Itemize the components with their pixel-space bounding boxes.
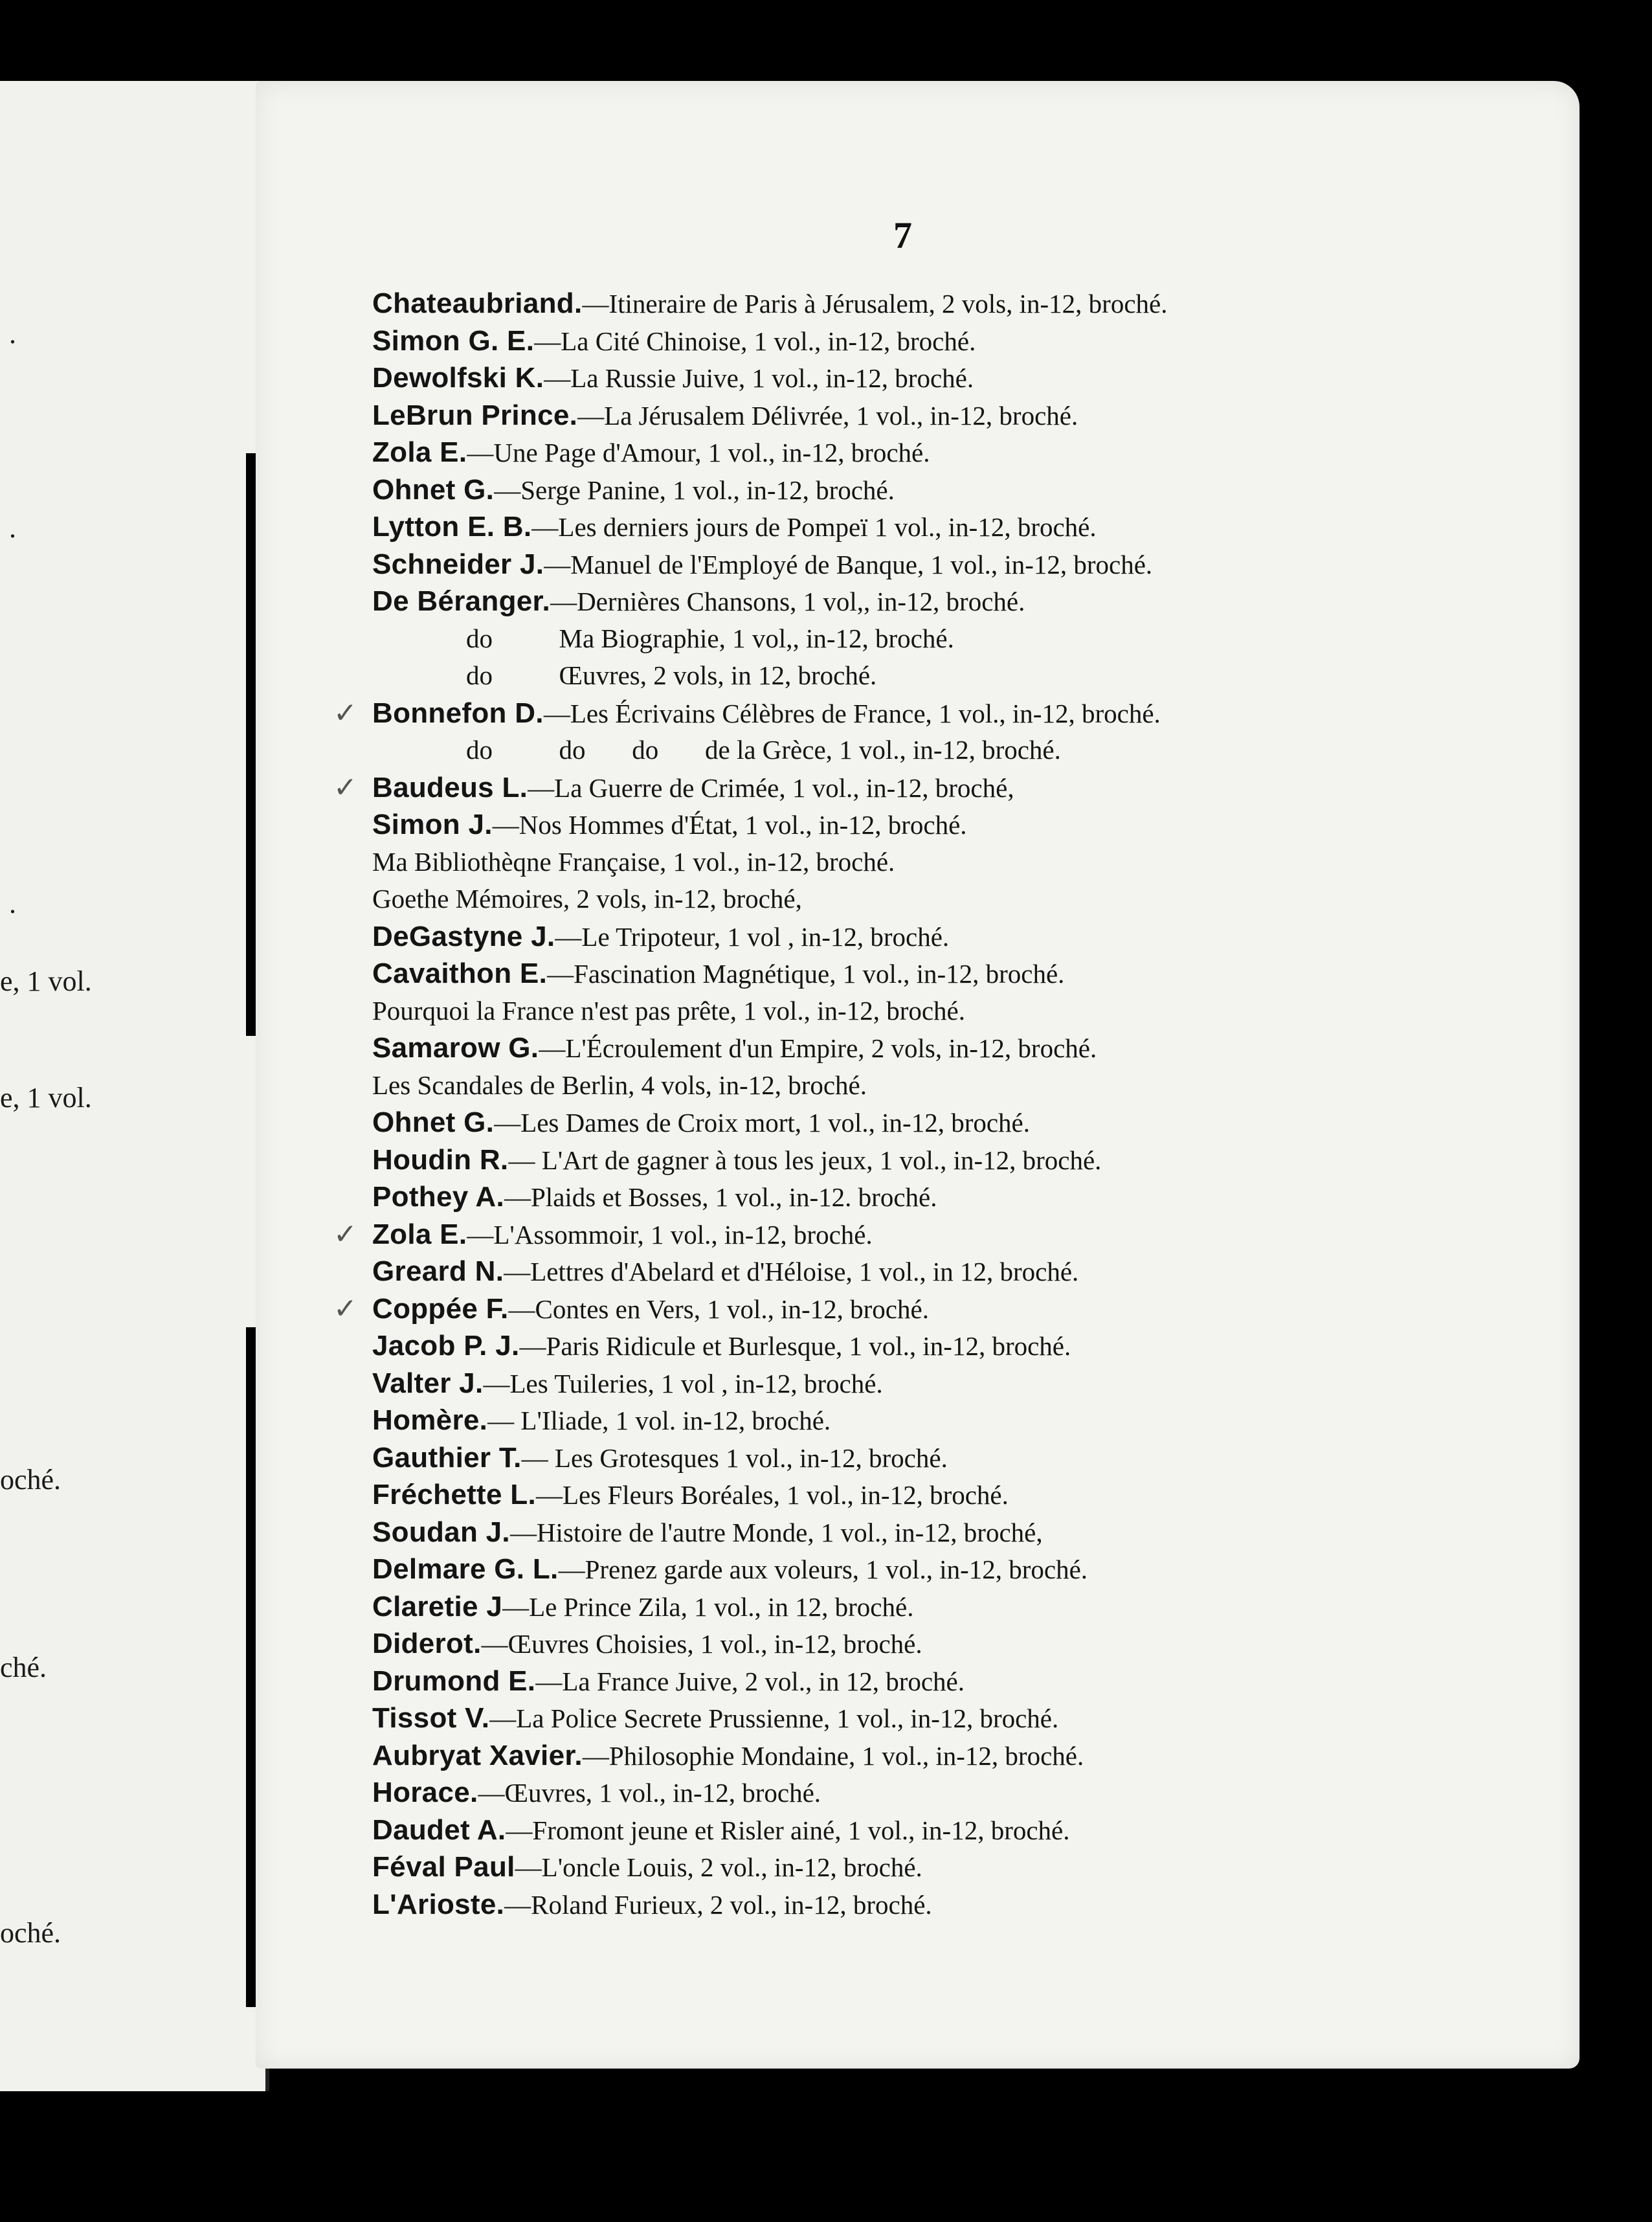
catalog-entry xyxy=(372,471,1550,509)
entry-title: —Roland Furieux, 2 vol., in-12, broché. xyxy=(504,1889,932,1920)
catalog-entry xyxy=(372,955,1550,993)
entry-author: DeGastyne J. xyxy=(372,920,555,952)
catalog-entry xyxy=(372,434,1550,471)
left-page-fragment: e, 1 vol. xyxy=(0,1082,92,1114)
entry-author: Aubryat Xavier. xyxy=(372,1739,583,1771)
left-page-fragment: . xyxy=(9,888,16,919)
catalog-entry xyxy=(372,1812,1550,1849)
entry-title: —Fromont jeune et Risler ainé, 1 vol., in-12, broché. xyxy=(506,1815,1070,1845)
entry-author: L'Arioste. xyxy=(372,1888,505,1920)
entry-title: —La Cité Chinoise, 1 vol., in-12, broché. xyxy=(534,326,976,356)
entry-author: Féval Paul xyxy=(372,1851,515,1883)
catalog-entry xyxy=(372,546,1550,583)
entry-title: —Les Fleurs Boréales, 1 vol., in-12, broché. xyxy=(536,1480,1009,1510)
catalog-entry xyxy=(372,1476,1550,1514)
entry-author: Diderot. xyxy=(372,1628,482,1659)
entry-author: Delmare G. L. xyxy=(372,1553,559,1585)
left-page xyxy=(0,81,269,2091)
left-page-fragment: . xyxy=(9,318,16,350)
catalog-entry xyxy=(372,1514,1550,1551)
catalog-entry xyxy=(372,1439,1550,1477)
book-list xyxy=(333,285,1550,1923)
entry-author: Samarow G. xyxy=(372,1032,539,1064)
catalog-entry xyxy=(372,1029,1550,1067)
entry-title: —Histoire de l'autre Monde, 1 vol., in-12, broché, xyxy=(509,1517,1043,1547)
catalog-entry xyxy=(372,1588,1550,1626)
entry-title: —Philosophie Mondaine, 1 vol., in-12, broché. xyxy=(582,1740,1084,1771)
left-page-fragment: . xyxy=(9,512,16,544)
entry-author: Tissot V. xyxy=(372,1702,490,1734)
check-mark-icon: ✓ xyxy=(333,1217,357,1251)
catalog-entry xyxy=(372,657,1550,695)
entry-title: do do do de la Grèce, 1 vol., in-12, broché. xyxy=(466,735,1061,765)
entry-author: Daudet A. xyxy=(372,1813,506,1846)
entry-author: Drumond E. xyxy=(372,1665,536,1697)
entry-author: Coppée F. xyxy=(372,1292,509,1325)
page-number: 7 xyxy=(893,214,912,256)
entry-title: Ma Bibliothèqne Française, 1 vol., in-12, broché. xyxy=(372,846,895,877)
entry-title: —Les Écrivains Célèbres de France, 1 vol., in-12, broché. xyxy=(543,698,1161,728)
catalog-entry xyxy=(372,1774,1550,1812)
entry-author: Ohnet G. xyxy=(372,473,495,506)
catalog-entry xyxy=(372,397,1550,434)
catalog-entry xyxy=(372,1737,1550,1775)
entry-title: —Le Tripoteur, 1 vol , in-12, broché. xyxy=(555,921,950,952)
entry-author: Dewolfski K. xyxy=(372,362,544,394)
entry-title: do Ma Biographie, 1 vol,, in-12, broché. xyxy=(466,623,954,653)
entry-author: Cavaithon E. xyxy=(372,958,548,989)
catalog-entry xyxy=(372,1625,1550,1663)
entry-title: —Plaids et Bosses, 1 vol., in-12. broché. xyxy=(504,1182,937,1212)
entry-title: — L'Art de gagner à tous les jeux, 1 vol., in-12, broché. xyxy=(508,1145,1102,1175)
entry-author: Soudan J. xyxy=(372,1516,510,1548)
catalog-entry xyxy=(372,1551,1550,1588)
entry-title: —Œuvres Choisies, 1 vol., in-12, broché. xyxy=(481,1629,922,1659)
entry-title: Les Scandales de Berlin, 4 vols, in-12, broché. xyxy=(372,1070,867,1100)
catalog-entry xyxy=(372,1848,1550,1886)
catalog-entry xyxy=(333,1290,1550,1328)
entry-title: —Manuel de l'Employé de Banque, 1 vol., in-12, broché. xyxy=(544,549,1153,579)
catalog-entry xyxy=(372,583,1550,620)
catalog-entry xyxy=(372,1700,1550,1737)
entry-author: Lytton E. B. xyxy=(372,511,532,543)
entry-author: Baudeus L. xyxy=(372,771,528,803)
catalog-entry xyxy=(372,1402,1550,1439)
entry-title: —La Jérusalem Délivrée, 1 vol., in-12, broché. xyxy=(577,400,1078,431)
catalog-entry xyxy=(372,881,1550,918)
check-mark-icon: ✓ xyxy=(333,1292,357,1325)
entry-title: —Prenez garde aux voleurs, 1 vol., in-12, broché. xyxy=(558,1554,1088,1584)
catalog-entry xyxy=(372,732,1550,769)
entry-title: —Fascination Magnétique, 1 vol., in-12, broché. xyxy=(547,959,1065,989)
catalog-entry xyxy=(372,508,1550,546)
check-mark-icon: ✓ xyxy=(333,696,357,730)
catalog-entry xyxy=(333,1216,1550,1253)
catalog-entry xyxy=(333,695,1550,732)
entry-title: —Nos Hommes d'État, 1 vol., in-12, broché. xyxy=(492,810,967,840)
catalog-entry xyxy=(372,1365,1550,1402)
entry-author: Houdin R. xyxy=(372,1143,509,1176)
entry-author: Fréchette L. xyxy=(372,1479,536,1510)
entry-title: —Itineraire de Paris à Jérusalem, 2 vols, in-12, broché. xyxy=(582,289,1168,319)
entry-title: — Les Grotesques 1 vol., in-12, broché. xyxy=(521,1442,948,1473)
entry-title: —L'Écroulement d'un Empire, 2 vols, in-12, broché. xyxy=(539,1033,1097,1063)
catalog-entry xyxy=(372,1104,1550,1141)
entry-title: —Lettres d'Abelard et d'Héloise, 1 vol., in 12, broché. xyxy=(504,1257,1079,1286)
catalog-entry xyxy=(372,359,1550,397)
entry-title: —La France Juive, 2 vol., in 12, broché. xyxy=(535,1666,965,1696)
entry-author: Gauthier T. xyxy=(372,1441,522,1474)
catalog-entry xyxy=(372,1327,1550,1365)
catalog-entry xyxy=(372,1663,1550,1700)
catalog-entry xyxy=(372,322,1550,360)
catalog-entry xyxy=(372,1067,1550,1105)
entry-author: Bonnefon D. xyxy=(372,697,544,729)
entry-title: —La Guerre de Crimée, 1 vol., in-12, broché, xyxy=(528,772,1014,803)
catalog-entry xyxy=(372,620,1550,658)
left-page-fragment: ché. xyxy=(0,1652,47,1683)
left-page-fragment: oché. xyxy=(0,1464,61,1496)
entry-title: —La Russie Juive, 1 vol., in-12, broché. xyxy=(544,363,974,393)
entry-title: —L'oncle Louis, 2 vol., in-12, broché. xyxy=(515,1852,922,1882)
left-page-fragment: oché. xyxy=(0,1917,61,1949)
catalog-page xyxy=(256,81,1579,2069)
left-page-fragment: e, 1 vol. xyxy=(0,965,92,997)
entry-author: Valter J. xyxy=(372,1367,484,1399)
entry-author: Pothey A. xyxy=(372,1181,504,1213)
catalog-entry xyxy=(372,1886,1550,1924)
entry-title: Pourquoi la France n'est pas prête, 1 vol., in-12, broché. xyxy=(372,995,965,1026)
entry-title: do Œuvres, 2 vols, in 12, broché. xyxy=(466,660,877,690)
catalog-entry xyxy=(372,285,1550,322)
catalog-entry xyxy=(372,1178,1550,1216)
catalog-entry xyxy=(372,993,1550,1030)
catalog-entry xyxy=(372,806,1550,844)
entry-title: Goethe Mémoires, 2 vols, in-12, broché, xyxy=(372,884,802,914)
entry-author: Homère. xyxy=(372,1404,488,1436)
entry-author: Horace. xyxy=(372,1777,478,1808)
entry-title: —Paris Ridicule et Burlesque, 1 vol., in-12, broché. xyxy=(519,1331,1071,1361)
entry-title: —Les Tuileries, 1 vol , in-12, broché. xyxy=(483,1368,883,1398)
entry-title: —Contes en Vers, 1 vol., in-12, broché. xyxy=(508,1294,929,1324)
entry-title: —Les Dames de Croix mort, 1 vol., in-12, broché. xyxy=(494,1108,1030,1138)
entry-title: —La Police Secrete Prussienne, 1 vol., in-12, broché. xyxy=(489,1703,1059,1733)
entry-author: Simon G. E. xyxy=(372,324,535,357)
entry-title: —L'Assommoir, 1 vol., in-12, broché. xyxy=(467,1219,873,1250)
entry-title: —Une Page d'Amour, 1 vol., in-12, broché. xyxy=(467,438,930,467)
catalog-entry xyxy=(372,1253,1550,1290)
entry-author: Zola E. xyxy=(372,436,467,468)
entry-title: —Les derniers jours de Pompeï 1 vol., in-12, broché. xyxy=(531,512,1097,542)
entry-author: Simon J. xyxy=(372,809,493,840)
catalog-entry xyxy=(333,769,1550,807)
entry-author: Chateaubriand. xyxy=(372,287,583,319)
entry-author: LeBrun Prince. xyxy=(372,399,578,431)
entry-author: Greard N. xyxy=(372,1255,504,1287)
entry-title: — L'Iliade, 1 vol. in-12, broché. xyxy=(487,1406,831,1435)
entry-author: De Béranger. xyxy=(372,585,551,617)
catalog-entry xyxy=(372,844,1550,881)
entry-title: —Dernières Chansons, 1 vol,, in-12, broché. xyxy=(550,587,1025,616)
entry-title: —Le Prince Zila, 1 vol., in 12, broché. xyxy=(502,1591,914,1622)
entry-author: Jacob P. J. xyxy=(372,1330,520,1362)
catalog-entry xyxy=(372,918,1550,956)
check-mark-icon: ✓ xyxy=(333,770,357,804)
catalog-entry xyxy=(372,1141,1550,1179)
entry-author: Zola E. xyxy=(372,1218,467,1250)
entry-title: —Œuvres, 1 vol., in-12, broché. xyxy=(478,1778,821,1808)
entry-author: Ohnet G. xyxy=(372,1106,495,1138)
entry-author: Schneider J. xyxy=(372,548,544,580)
entry-author: Claretie J xyxy=(372,1590,503,1622)
entry-title: —Serge Panine, 1 vol., in-12, broché. xyxy=(494,475,895,505)
